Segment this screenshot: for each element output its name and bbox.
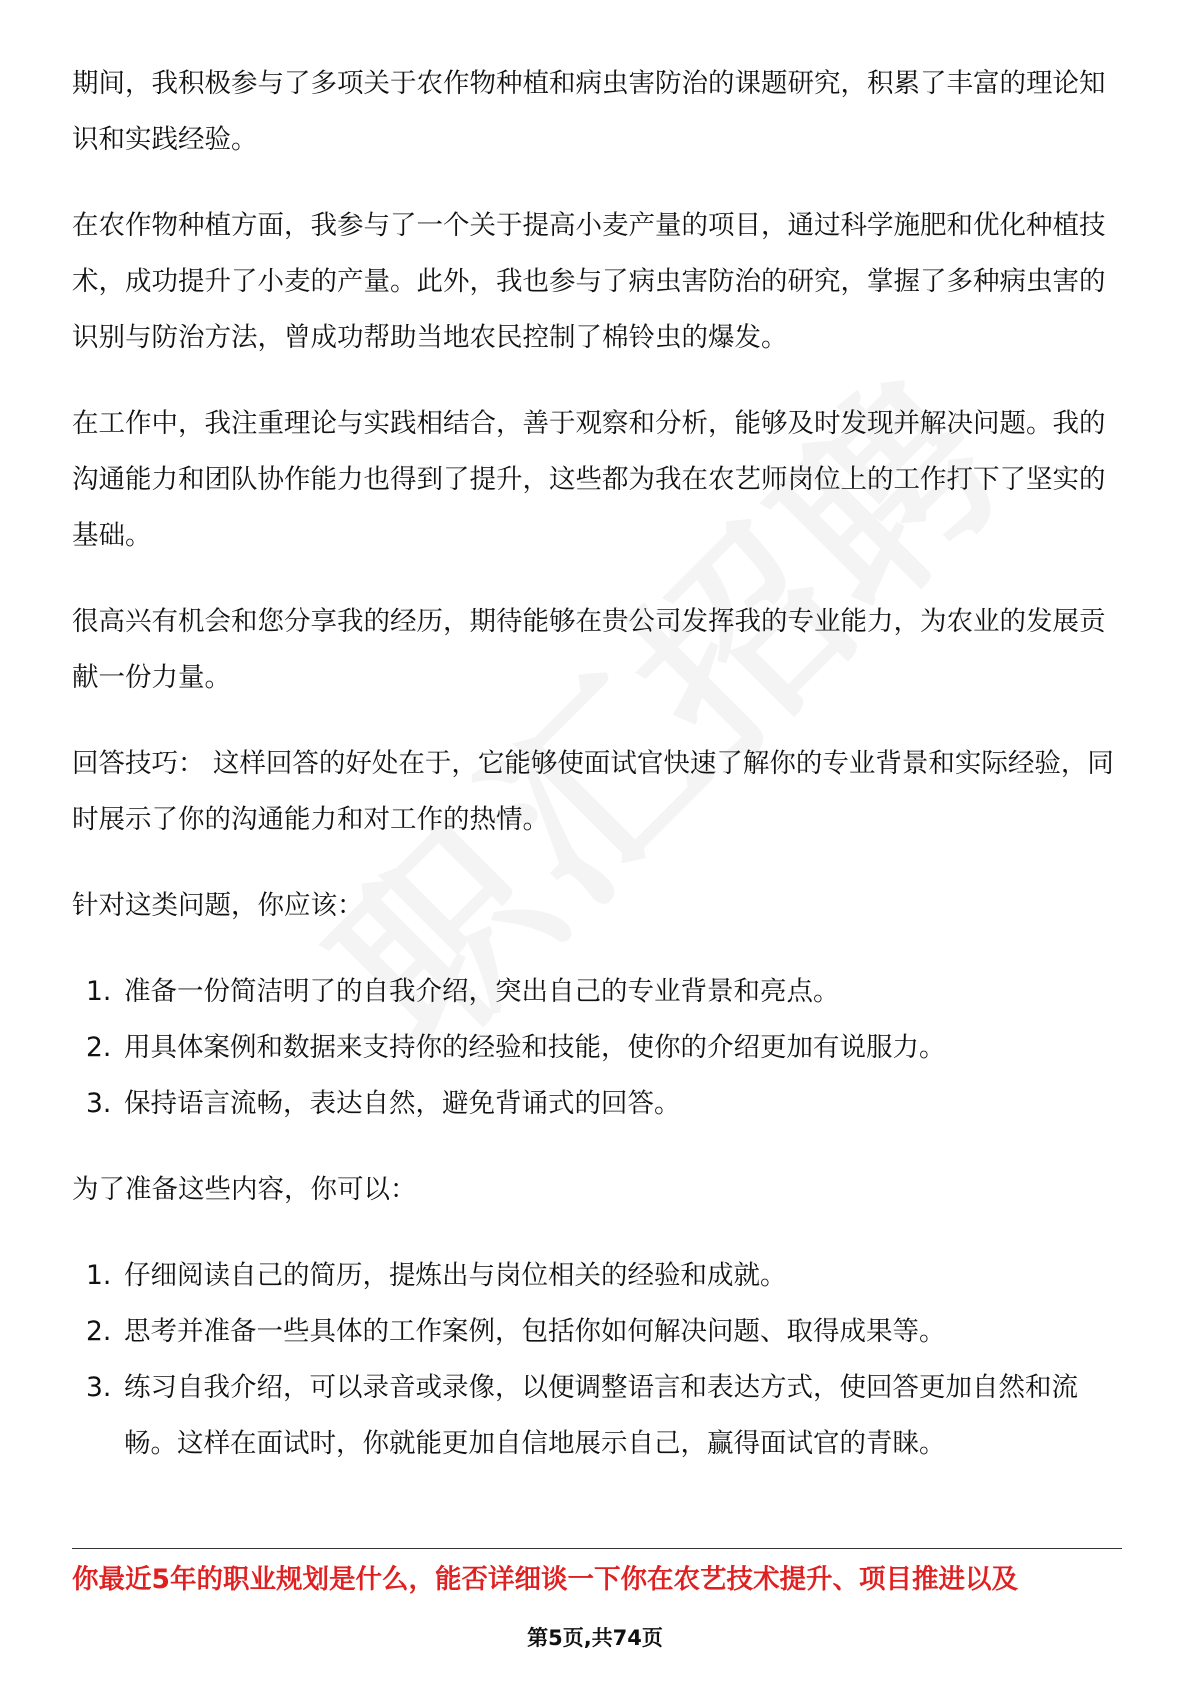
- list-item-number: 3.: [86, 1372, 112, 1403]
- paragraph-answer-tips: 回答技巧： 这样回答的好处在于，它能够使面试官快速了解你的专业背景和实际经验，同时展示了你的沟通能力和对工作的热情。: [72, 748, 1114, 835]
- page-content: [72, 56, 1122, 1502]
- page-indicator: 第5页,共74页: [527, 1626, 663, 1650]
- list-item-text: 用具体案例和数据来支持你的经验和技能，使你的介绍更加有说服力。: [124, 1032, 946, 1063]
- list-item-text: 思考并准备一些具体的工作案例，包括你如何解决问题、取得成果等。: [124, 1316, 946, 1347]
- list-item: [72, 1248, 1122, 1304]
- list-item: [72, 964, 1122, 1020]
- list-item-number: 2.: [86, 1032, 112, 1063]
- paragraph-study-period: 期间，我积极参与了多项关于农作物种植和病虫害防治的课题研究，积累了丰富的理论知识和实践经验。: [72, 68, 1106, 155]
- paragraph-work-attitude: 在工作中，我注重理论与实践相结合，善于观察和分析，能够及时发现并解决问题。我的沟通能力和团队协作能力也得到了提升，这些都为我在农艺师岗位上的工作打下了坚实的基础。: [72, 408, 1106, 551]
- list-item-number: 3.: [86, 1088, 112, 1119]
- list-item-text: 准备一份简洁明了的自我介绍，突出自己的专业背景和亮点。: [124, 976, 840, 1007]
- next-question-heading: 你最近5年的职业规划是什么，能否详细谈一下你在农艺技术提升、项目推进以及: [72, 1564, 1018, 1595]
- list-prepare: [72, 1248, 1122, 1472]
- list-item-number: 2.: [86, 1316, 112, 1347]
- paragraph-crop-planting: 在农作物种植方面，我参与了一个关于提高小麦产量的项目，通过科学施肥和优化种植技术，成功提升了小麦的产量。此外，我也参与了病虫害防治的研究，掌握了多种病虫害的识别与防治方法，曾成功帮助当地农民控制了棉铃虫的爆发。: [72, 210, 1106, 353]
- list-item: [72, 1020, 1122, 1076]
- list-item-number: 1.: [86, 1260, 112, 1291]
- section-heading-prepare: 为了准备这些内容，你可以：: [72, 1174, 417, 1205]
- list-item: [72, 1304, 1122, 1360]
- list-item-text: 仔细阅读自己的简历，提炼出与岗位相关的经验和成就。: [124, 1260, 787, 1291]
- list-item: [72, 1076, 1122, 1132]
- list-item: [72, 1360, 1122, 1472]
- section-heading-should: 针对这类问题，你应该：: [72, 890, 364, 921]
- paragraph-closing: 很高兴有机会和您分享我的经历，期待能够在贵公司发挥我的专业能力，为农业的发展贡献一份力量。: [72, 606, 1106, 693]
- list-item-text: 保持语言流畅，表达自然，避免背诵式的回答。: [124, 1088, 681, 1119]
- list-should: [72, 964, 1122, 1132]
- list-item-text: 练习自我介绍，可以录音或录像，以便调整语言和表达方式，使回答更加自然和流畅。这样在面试时，你就能更加自信地展示自己，赢得面试官的青睐。: [124, 1372, 1078, 1459]
- list-item-number: 1.: [86, 976, 112, 1007]
- section-divider: [72, 1548, 1122, 1549]
